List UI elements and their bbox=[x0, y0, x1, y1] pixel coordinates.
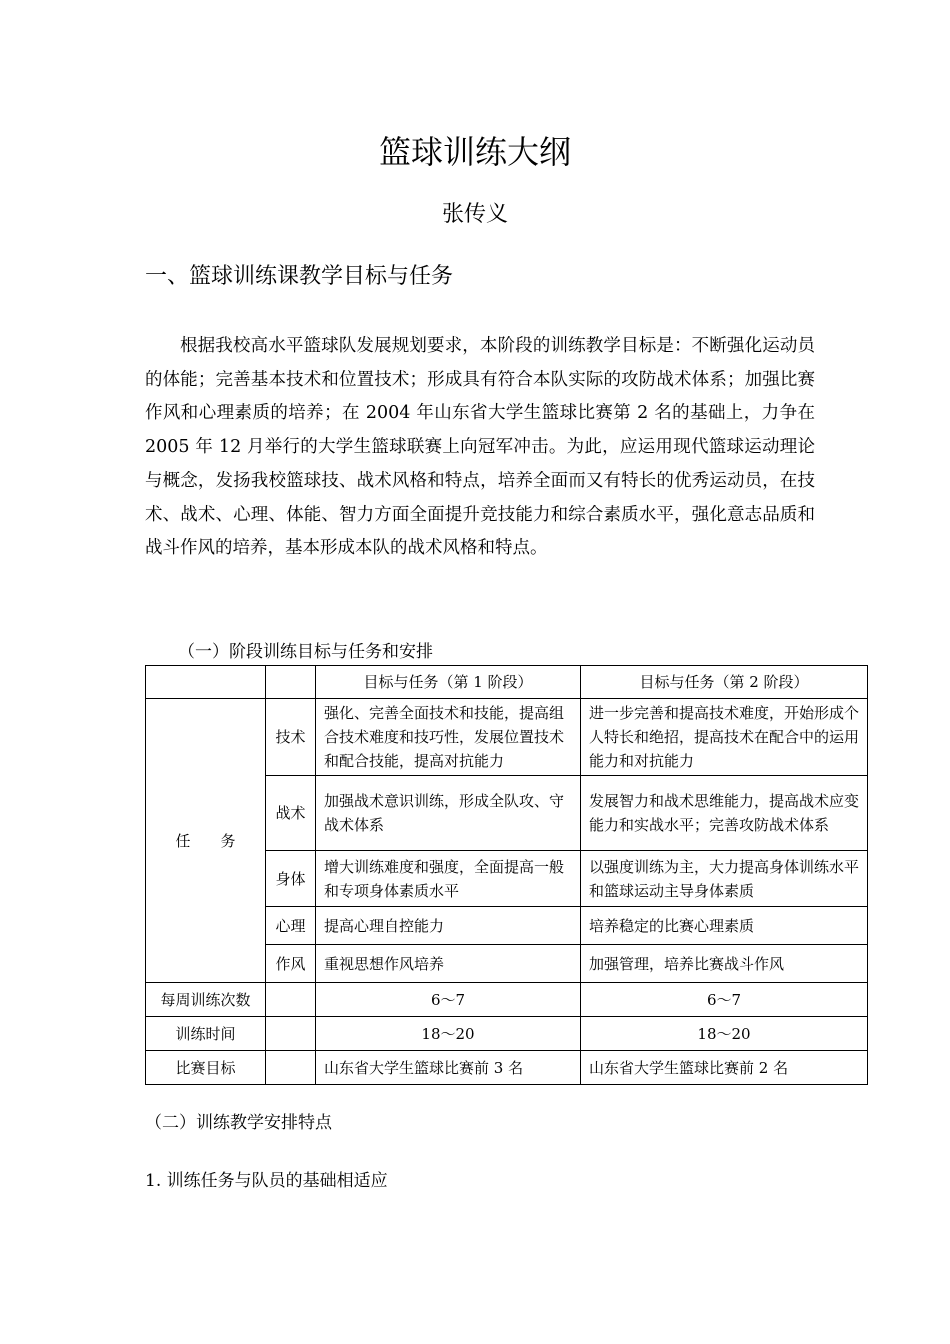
table-header-row bbox=[146, 666, 868, 699]
summary-label: 比赛目标 bbox=[146, 1051, 266, 1085]
stage2-cell: 山东省大学生篮球比赛前 2 名 bbox=[581, 1051, 868, 1085]
document-title: 篮球训练大纲 bbox=[378, 133, 571, 171]
training-plan-table bbox=[145, 665, 868, 1085]
intro-paragraph: 根据我校高水平篮球队发展规划要求，本阶段的训练教学目标是：不断强化运动员的体能；完善基本技术和位置技术；形成具有符合本队实际的攻防战术体系；加强比赛作风和心理素质的培养；在 2004 年山东省大学生篮球比赛第 2 名的基础上，力争在 2005 年 12 月举行的大学生篮球联赛上向冠军冲击。为此，应运用现代篮球运动理论与概念，发扬我校篮球技、战术风格和特点，培养全面而又有特长的优秀运动员，在技术、战术、心理、体能、智力方面全面提升竞技能力和综合素质水平，强化意志品质和战斗作风的培养，基本形成本队的战术风格和特点。 bbox=[145, 336, 815, 559]
summary-label: 训练时间 bbox=[146, 1017, 266, 1051]
stage2-cell: 培养稳定的比赛心理素质 bbox=[581, 907, 868, 945]
category-cell: 技术 bbox=[266, 699, 316, 776]
empty-cell bbox=[266, 1017, 316, 1051]
list-item: 1. 训练任务与队员的基础相适应 bbox=[145, 1171, 388, 1191]
stage1-cell: 重视思想作风培养 bbox=[316, 945, 581, 983]
table-row bbox=[146, 1051, 868, 1085]
empty-cell bbox=[266, 983, 316, 1017]
section2-heading: （二）训练教学安排特点 bbox=[145, 1113, 332, 1133]
header-stage1: 目标与任务（第 1 阶段） bbox=[316, 666, 581, 699]
category-cell: 身体 bbox=[266, 851, 316, 907]
table-row bbox=[146, 699, 868, 776]
stage1-cell: 增大训练难度和强度，全面提高一般和专项身体素质水平 bbox=[316, 851, 581, 907]
stage1-cell: 6～7 bbox=[316, 983, 581, 1017]
category-cell: 战术 bbox=[266, 776, 316, 851]
stage1-cell: 山东省大学生篮球比赛前 3 名 bbox=[316, 1051, 581, 1085]
stage1-cell: 加强战术意识训练，形成全队攻、守战术体系 bbox=[316, 776, 581, 851]
stage1-cell: 18～20 bbox=[316, 1017, 581, 1051]
empty-cell bbox=[266, 1051, 316, 1085]
stage1-cell: 提高心理自控能力 bbox=[316, 907, 581, 945]
section-heading: 一、篮球训练课教学目标与任务 bbox=[145, 264, 454, 289]
author-name: 张传义 bbox=[441, 202, 508, 227]
table-row bbox=[146, 983, 868, 1017]
header-stage2: 目标与任务（第 2 阶段） bbox=[581, 666, 868, 699]
category-cell: 作风 bbox=[266, 945, 316, 983]
summary-label: 每周训练次数 bbox=[146, 983, 266, 1017]
stage2-cell: 发展智力和战术思维能力，提高战术应变能力和实战水平；完善攻防战术体系 bbox=[581, 776, 868, 851]
header-cell-empty bbox=[146, 666, 266, 699]
stage1-cell: 强化、完善全面技术和技能，提高组合技术难度和技巧性，发展位置技术和配合技能，提高对抗能力 bbox=[316, 699, 581, 776]
task-label: 任 务 bbox=[146, 699, 266, 983]
stage2-cell: 进一步完善和提高技术难度，开始形成个人特长和绝招，提高技术在配合中的运用能力和对抗能力 bbox=[581, 699, 868, 776]
stage2-cell: 6～7 bbox=[581, 983, 868, 1017]
header-cell-empty bbox=[266, 666, 316, 699]
table-row bbox=[146, 1017, 868, 1051]
stage2-cell: 18～20 bbox=[581, 1017, 868, 1051]
category-cell: 心理 bbox=[266, 907, 316, 945]
stage2-cell: 以强度训练为主，大力提高身体训练水平和篮球运动主导身体素质 bbox=[581, 851, 868, 907]
table-caption: （一）阶段训练目标与任务和安排 bbox=[178, 642, 433, 662]
stage2-cell: 加强管理，培养比赛战斗作风 bbox=[581, 945, 868, 983]
